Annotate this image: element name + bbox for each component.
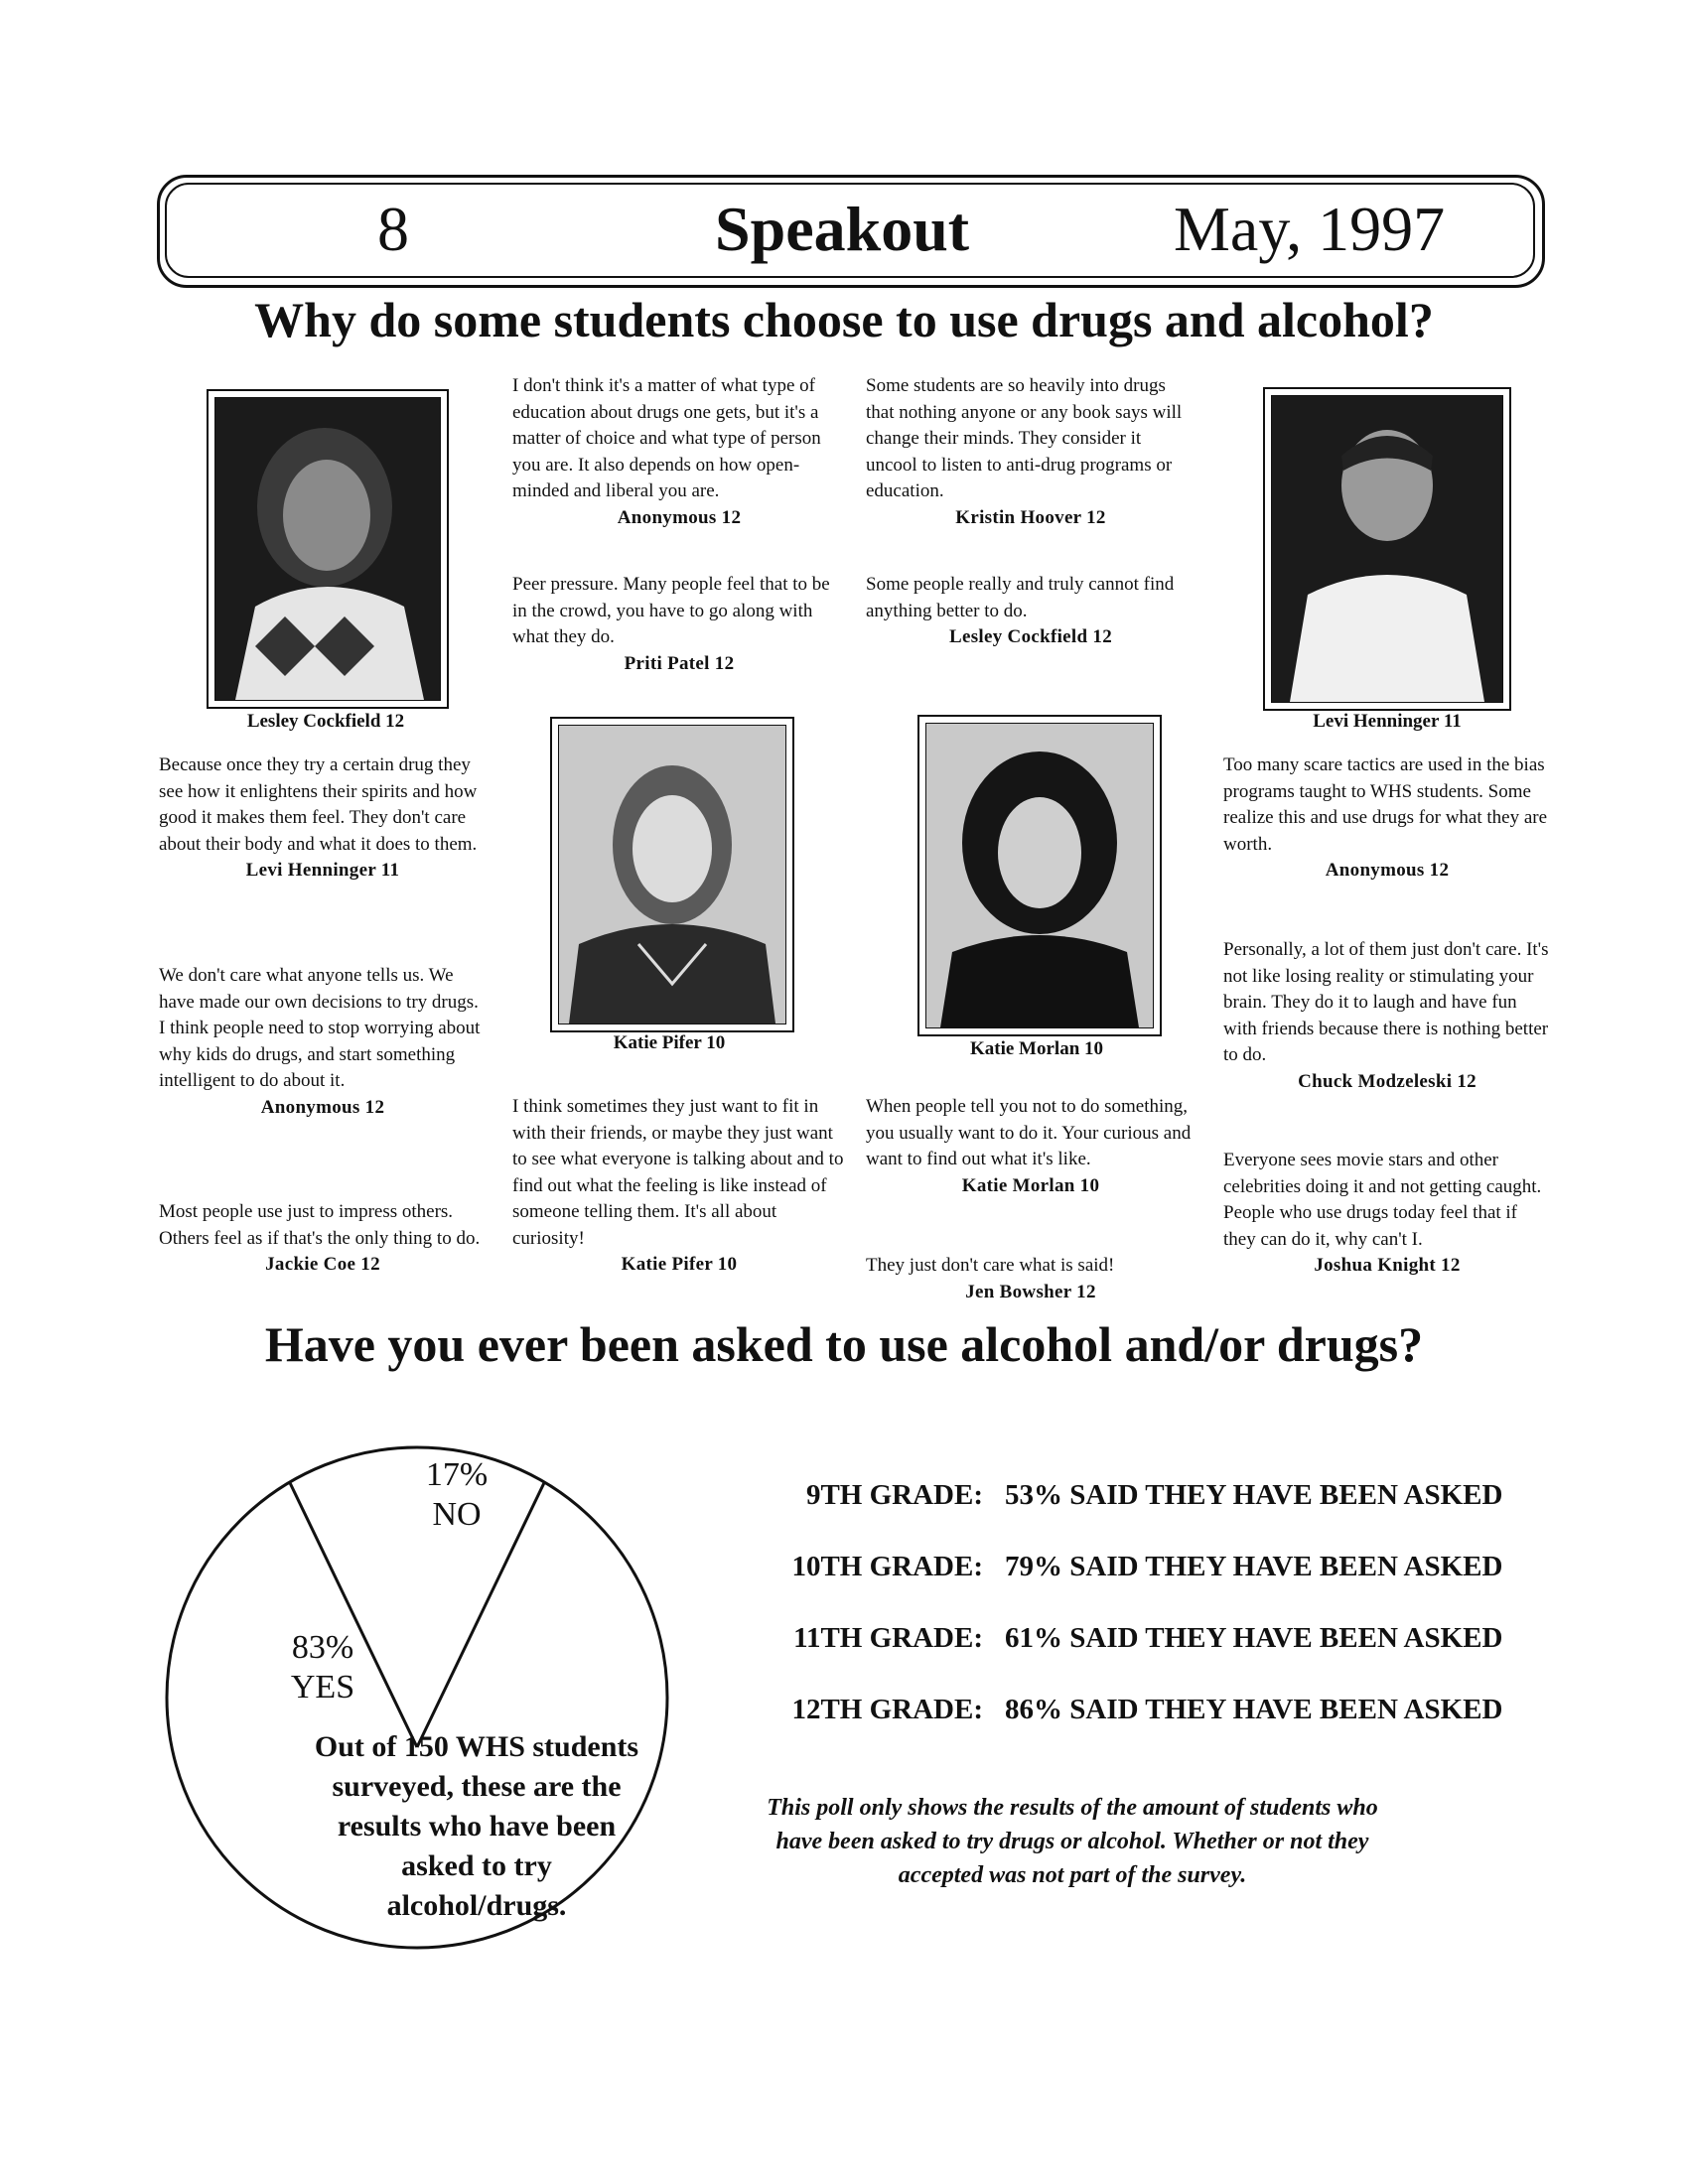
- grade-label: 9TH GRADE:: [805, 1479, 983, 1511]
- grade-result-row: [765, 1551, 1549, 1583]
- quote-block: [512, 1094, 846, 1279]
- pie-yes-percent: 83%: [291, 1629, 354, 1666]
- section-title: Speakout: [715, 194, 970, 264]
- pie-yes-text: YES: [290, 1669, 355, 1706]
- survey-headline: Have you ever been asked to use alcohol and/or drugs?: [264, 1316, 1424, 1372]
- quote-text: Some people really and truly cannot find anything better to do.: [866, 574, 1175, 621]
- quote-block: [866, 373, 1196, 531]
- quote-block: [512, 373, 846, 531]
- quote-text: I don't think it's a matter of what type of education about drugs one gets, but it's a matter of choice and what type of person you are. It also depends on how open- minded and liberal you are.: [512, 375, 821, 501]
- grade-result-row: [765, 1694, 1549, 1726]
- quote-block: [1223, 752, 1551, 885]
- quote-text: Some students are so heavily into drugs that nothing anyone or any book says will change their minds. They consider it uncool to listen to anti-drug programs or education.: [866, 375, 1183, 501]
- quote-author: Lesley Cockfield 12: [948, 626, 1113, 647]
- grade-result: 86% SAID THEY HAVE BEEN ASKED: [1005, 1694, 1503, 1725]
- quote-block: [1223, 1148, 1551, 1280]
- grade-label: 11TH GRADE:: [793, 1622, 983, 1654]
- quote-block: [866, 1253, 1196, 1305]
- grade-label: 12TH GRADE:: [791, 1694, 983, 1725]
- pie-yes-label: [248, 1628, 397, 1707]
- pie-center-text: Out of 150 WHS students surveyed, these are the results who have been asked to try alcohol/drugs.: [314, 1730, 639, 1922]
- quote-text: Peer pressure. Many people feel that to be in the crowd, you have to go along with what they do.: [512, 574, 830, 647]
- portrait-image: [559, 726, 785, 1024]
- quote-text: Because once they try a certain drug they see how it enlightens their spirits and how good it makes them feel. They don't care about their body and what it does to them.: [159, 754, 478, 855]
- quote-author: Joshua Knight 12: [1314, 1255, 1461, 1276]
- quote-author: Katie Morlan 10: [961, 1174, 1100, 1196]
- photo-levi-henninger: [1263, 387, 1511, 711]
- quote-author: Kristin Hoover 12: [955, 506, 1106, 528]
- photo-caption: Katie Morlan 10: [969, 1038, 1104, 1059]
- quote-author: Anonymous 12: [617, 506, 742, 528]
- grade-label: 10TH GRADE:: [791, 1551, 983, 1582]
- grade-result: 53% SAID THEY HAVE BEEN ASKED: [1005, 1479, 1503, 1511]
- quote-text: Personally, a lot of them just don't care. It's not like losing reality or stimulating your brain. They do it to laugh and have fun with friends because there is nothing better to do.: [1223, 939, 1549, 1065]
- quote-text: Most people use just to impress others. Others feel as if that's the only thing to do.: [159, 1201, 481, 1249]
- portrait-image: [215, 398, 440, 700]
- quote-block: [159, 1199, 487, 1279]
- photo-katie-pifer: [550, 717, 794, 1032]
- quote-block: [159, 963, 487, 1121]
- quote-text: Everyone sees movie stars and other celebrities doing it and not getting caught. People who use drugs today feel that if they can do it, why can't I.: [1223, 1150, 1542, 1250]
- quote-author: Jen Bowsher 12: [965, 1281, 1096, 1302]
- pie-no-text: NO: [432, 1496, 482, 1533]
- quote-block: [512, 572, 846, 677]
- quote-author: Katie Pifer 10: [621, 1254, 738, 1275]
- grade-result: 61% SAID THEY HAVE BEEN ASKED: [1005, 1622, 1503, 1654]
- photo-caption: Levi Henninger 11: [1313, 711, 1462, 732]
- quote-text: I think sometimes they just want to fit in with their friends, or maybe they just want to see what everyone is talking about and to find out what the feeling is like instead of someone telling them. It's all about curiosity!: [512, 1096, 844, 1249]
- photo-lesley-cockfield: [207, 389, 449, 709]
- quote-text: We don't care what anyone tells us. We have made our own decisions to try drugs. I think people need to stop worrying about why kids do drugs, and start something intelligent to do about it.: [159, 965, 481, 1091]
- quote-author: Jackie Coe 12: [265, 1254, 380, 1275]
- grade-result-row: [765, 1622, 1549, 1655]
- pie-no-percent: 17%: [425, 1456, 489, 1493]
- page-headline: Why do some students choose to use drugs and alcohol?: [254, 292, 1434, 347]
- quote-author: Anonymous 12: [1325, 860, 1450, 881]
- portrait-image: [926, 724, 1153, 1027]
- quote-author: Chuck Modzeleski 12: [1298, 1070, 1477, 1092]
- photo-caption: Lesley Cockfield 12: [246, 711, 405, 732]
- quote-block: [1223, 937, 1551, 1095]
- page-number: 8: [377, 194, 409, 264]
- quote-block: [159, 752, 487, 885]
- quote-author: Levi Henninger 11: [245, 860, 400, 881]
- survey-note: This poll only shows the results of the amount of students who have been asked to try drugs or alcohol. Whether or not they accepted was not part of the survey.: [767, 1795, 1378, 1888]
- issue-date: May, 1997: [1174, 194, 1446, 264]
- grade-result-row: [765, 1479, 1549, 1512]
- pie-no-label: [377, 1455, 536, 1535]
- quote-block: [866, 1094, 1196, 1199]
- grade-result: 79% SAID THEY HAVE BEEN ASKED: [1005, 1551, 1503, 1582]
- portrait-image: [1272, 396, 1502, 702]
- quote-text: When people tell you not to do something, you usually want to do it. Your curious and want to find out what it's like.: [866, 1096, 1192, 1169]
- photo-katie-morlan: [917, 715, 1162, 1036]
- photo-caption: Katie Pifer 10: [613, 1032, 726, 1053]
- quote-author: Priti Patel 12: [624, 652, 735, 674]
- quote-block: [866, 572, 1196, 651]
- quote-author: Anonymous 12: [260, 1096, 385, 1118]
- quote-text: They just don't care what is said!: [866, 1255, 1115, 1276]
- quote-text: Too many scare tactics are used in the bias programs taught to WHS students. Some realize this and use drugs for what they are worth.: [1223, 754, 1548, 855]
